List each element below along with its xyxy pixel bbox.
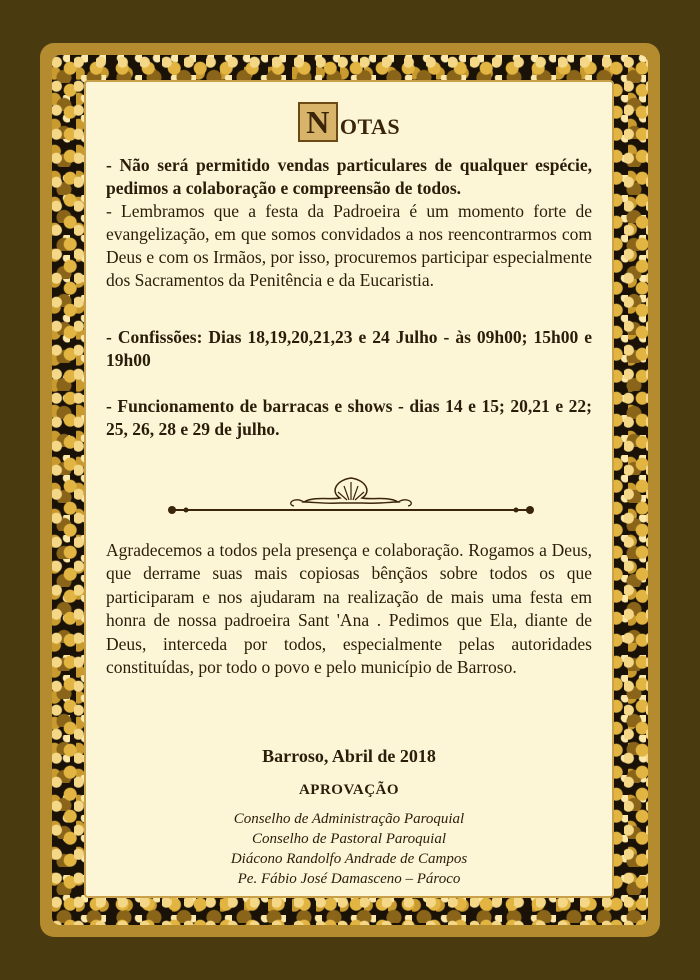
divider-ornament-icon <box>164 474 538 519</box>
note-reminder: - Lembramos que a festa da Padroeira é um momento forte de evangelização, em que somos convidados a nos reencontrarmos com Deus e com os Irmãos, por isso, procuremos participar especialmente dos Sacramentos da Penitência e da Eucaristia. <box>106 201 592 290</box>
thanks-paragraph: Agradecemos a todos pela presença e colaboração. Rogamos a Deus, que derrame suas mais copiosas bênçãos sobre todos os que participaram e nos ajudaram na realização de mais uma festa em honra de nossa padroeira Sant 'Ana . Pedimos que Ela, diante de Deus, interceda por todos, especialmente pelas autoridades constituídas, por todo o povo e pelo município de Barroso. <box>106 540 592 678</box>
note-stalls: - Funcionamento de barracas e shows - dias 14 e 15; 20,21 e 22; 25, 26, 28 e 29 de julho. <box>106 396 592 439</box>
note-confessions: - Confissões: Dias 18,19,20,21,23 e 24 Julho - às 09h00; 15h00 e 19h00 <box>106 327 592 370</box>
signatory-2: Conselho de Pastoral Paroquial <box>251 831 447 847</box>
signatory-4: Pe. Fábio José Damasceno – Pároco <box>237 871 461 887</box>
place-date: Barroso, Abril de 2018 <box>262 746 436 766</box>
drop-cap: N <box>298 102 338 142</box>
heading-text: OTAS <box>339 114 401 139</box>
notice-panel <box>84 80 614 898</box>
notes-heading <box>86 102 612 142</box>
signatory-1: Conselho de Administração Paroquial <box>233 811 465 827</box>
approval-title: APROVAÇÃO <box>298 782 400 798</box>
signatory-3: Diácono Randolfo Andrade de Campos <box>230 851 468 867</box>
note-warning: - Não será permitido vendas particulares de qualquer espécie, pedimos a colaboração e compreensão de todos. <box>106 155 592 198</box>
